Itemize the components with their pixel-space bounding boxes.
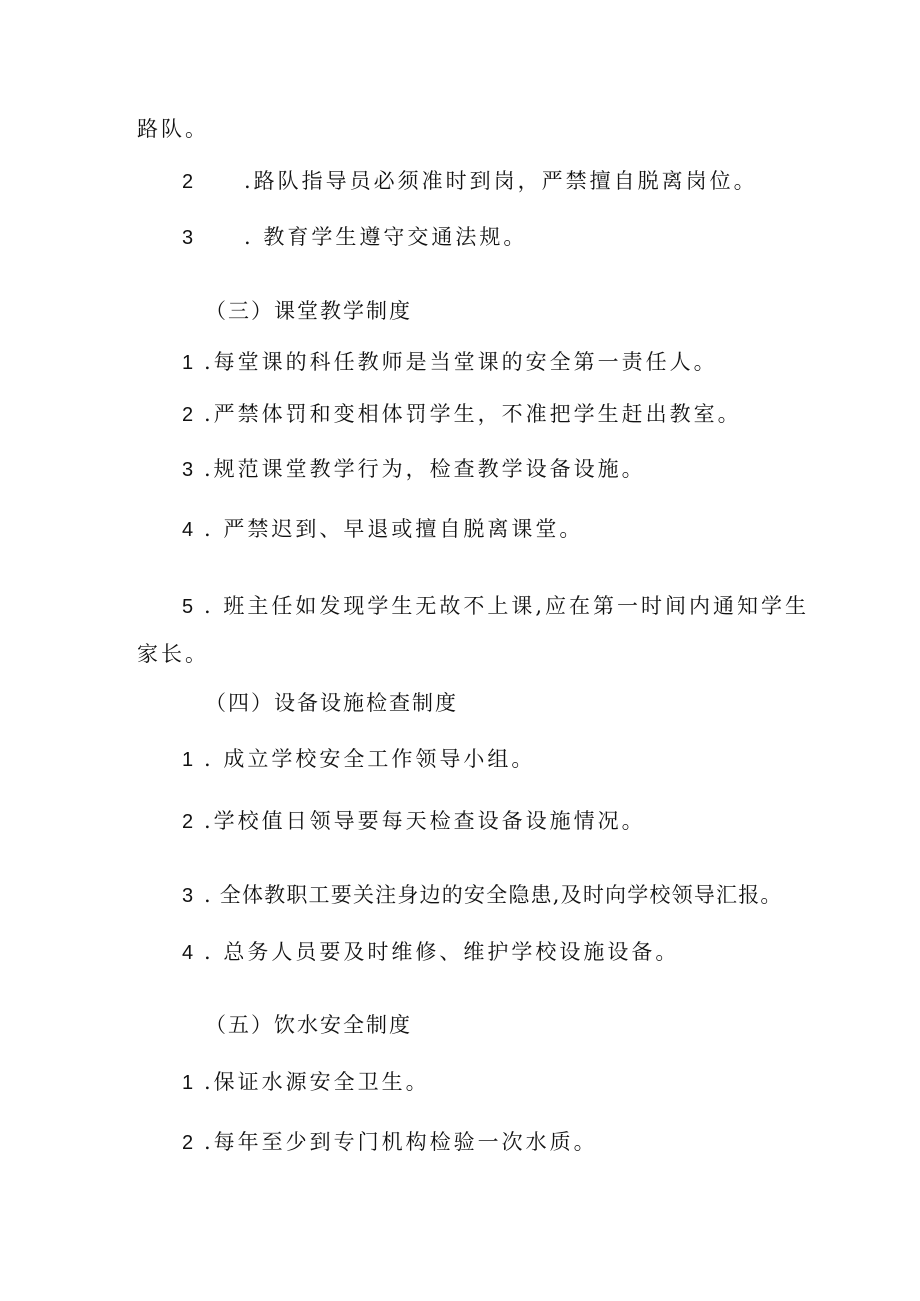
list-item bbox=[182, 224, 527, 251]
list-item bbox=[182, 1129, 598, 1156]
list-item bbox=[182, 746, 535, 773]
section-heading bbox=[205, 690, 458, 716]
section-title: （五）饮水安全制度 bbox=[205, 1013, 412, 1037]
line-text: 路队。 bbox=[137, 117, 209, 141]
item-text: .规范课堂教学行为，检查教学设备设施。 bbox=[204, 457, 646, 481]
list-item bbox=[182, 401, 742, 428]
section-title: （三）课堂教学制度 bbox=[205, 299, 412, 323]
item-number: 1 bbox=[182, 1072, 194, 1094]
text-line bbox=[137, 116, 209, 142]
item-number: 3 bbox=[182, 227, 194, 249]
section-title: （四）设备设施检查制度 bbox=[205, 691, 458, 715]
list-item bbox=[182, 168, 758, 195]
item-number: 3 bbox=[182, 885, 194, 907]
item-text: . 成立学校安全工作领导小组。 bbox=[204, 747, 536, 771]
item-number: 5 bbox=[182, 596, 194, 618]
item-text: . 班主任如发现学生无故不上课,应在第一时间内通知学生 bbox=[204, 594, 810, 618]
list-item bbox=[182, 939, 679, 966]
list-item bbox=[182, 516, 583, 543]
item-text: .学校值日领导要每天检查设备设施情况。 bbox=[204, 809, 646, 833]
item-number: 2 bbox=[182, 811, 194, 833]
item-number: 3 bbox=[182, 459, 194, 481]
text-line bbox=[137, 641, 209, 667]
list-item bbox=[182, 593, 809, 620]
item-text: . 严禁迟到、早退或擅自脱离课堂。 bbox=[204, 517, 584, 541]
item-number: 4 bbox=[182, 519, 194, 541]
line-text: 家长。 bbox=[137, 642, 209, 666]
list-item bbox=[182, 1069, 430, 1096]
list-item bbox=[182, 882, 783, 909]
item-text: . 教育学生遵守交通法规。 bbox=[244, 225, 528, 249]
item-number: 1 bbox=[182, 749, 194, 771]
item-text: .每堂课的科任教师是当堂课的安全第一责任人。 bbox=[204, 350, 718, 374]
item-text: .路队指导员必须准时到岗，严禁擅自脱离岗位。 bbox=[244, 169, 758, 193]
item-text: . 总务人员要及时维修、维护学校设施设备。 bbox=[204, 940, 680, 964]
item-text: .严禁体罚和变相体罚学生，不准把学生赶出教室。 bbox=[204, 402, 742, 426]
item-text: .保证水源安全卫生。 bbox=[204, 1070, 430, 1094]
item-number: 1 bbox=[182, 352, 194, 374]
item-number: 2 bbox=[182, 1132, 194, 1154]
list-item bbox=[182, 808, 646, 835]
item-number: 2 bbox=[182, 171, 194, 193]
section-heading bbox=[205, 298, 412, 324]
item-number: 4 bbox=[182, 942, 194, 964]
item-text: .每年至少到专门机构检验一次水质。 bbox=[204, 1130, 598, 1154]
list-item bbox=[182, 349, 718, 376]
section-heading bbox=[205, 1012, 412, 1038]
item-number: 2 bbox=[182, 404, 194, 426]
item-text: . 全体教职工要关注身边的安全隐患,及时向学校领导汇报。 bbox=[204, 883, 783, 907]
list-item bbox=[182, 456, 646, 483]
